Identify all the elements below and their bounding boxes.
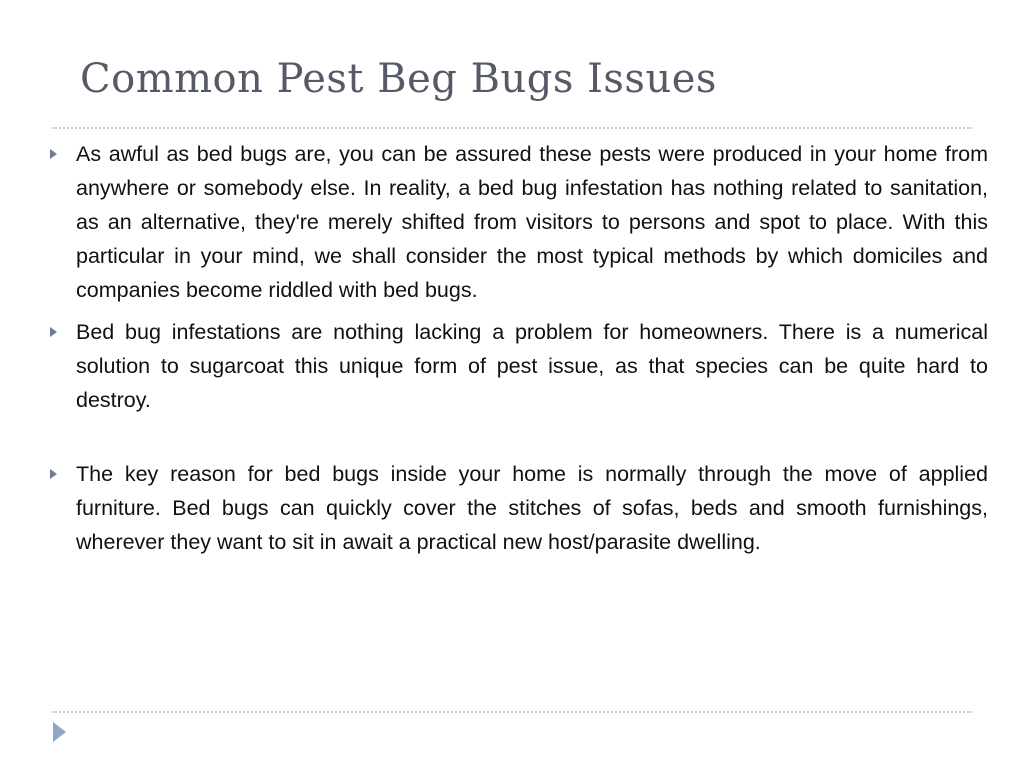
bullet-text: Bed bug infestations are nothing lacking a problem for homeowners. There is a numerical solution to sugarcoat this unique form of pest issue, as that species can be quite hard to destroy. — [76, 320, 988, 412]
bullet-text: The key reason for bed bugs inside your home is normally through the move of applied furniture. Bed bugs can quickly cover the stitches of sofas, beds and smooth furnishings, wherever they want to sit in await a practical new host/parasite dwelling. — [76, 462, 988, 554]
bullet-item — [46, 315, 988, 417]
title-divider — [52, 127, 972, 129]
triangle-bullet-icon — [50, 149, 57, 159]
bullet-list — [46, 137, 988, 559]
footer-divider — [52, 711, 972, 713]
slide-title: Common Pest Beg Bugs Issues — [80, 56, 717, 102]
triangle-bullet-icon — [50, 327, 57, 337]
bullet-item — [46, 457, 988, 559]
triangle-bullet-icon — [50, 469, 57, 479]
bullet-text: As awful as bed bugs are, you can be assured these pests were produced in your home from anywhere or somebody else. In reality, a bed bug infestation has nothing related to sanitation, as an alternative, they're merely shifted from visitors to persons and spot to place. With this particular in your mind, we shall consider the most typical methods by which domiciles and companies become riddled with bed bugs. — [76, 142, 988, 302]
bullet-item — [46, 137, 988, 307]
play-arrow-icon[interactable] — [53, 722, 66, 742]
